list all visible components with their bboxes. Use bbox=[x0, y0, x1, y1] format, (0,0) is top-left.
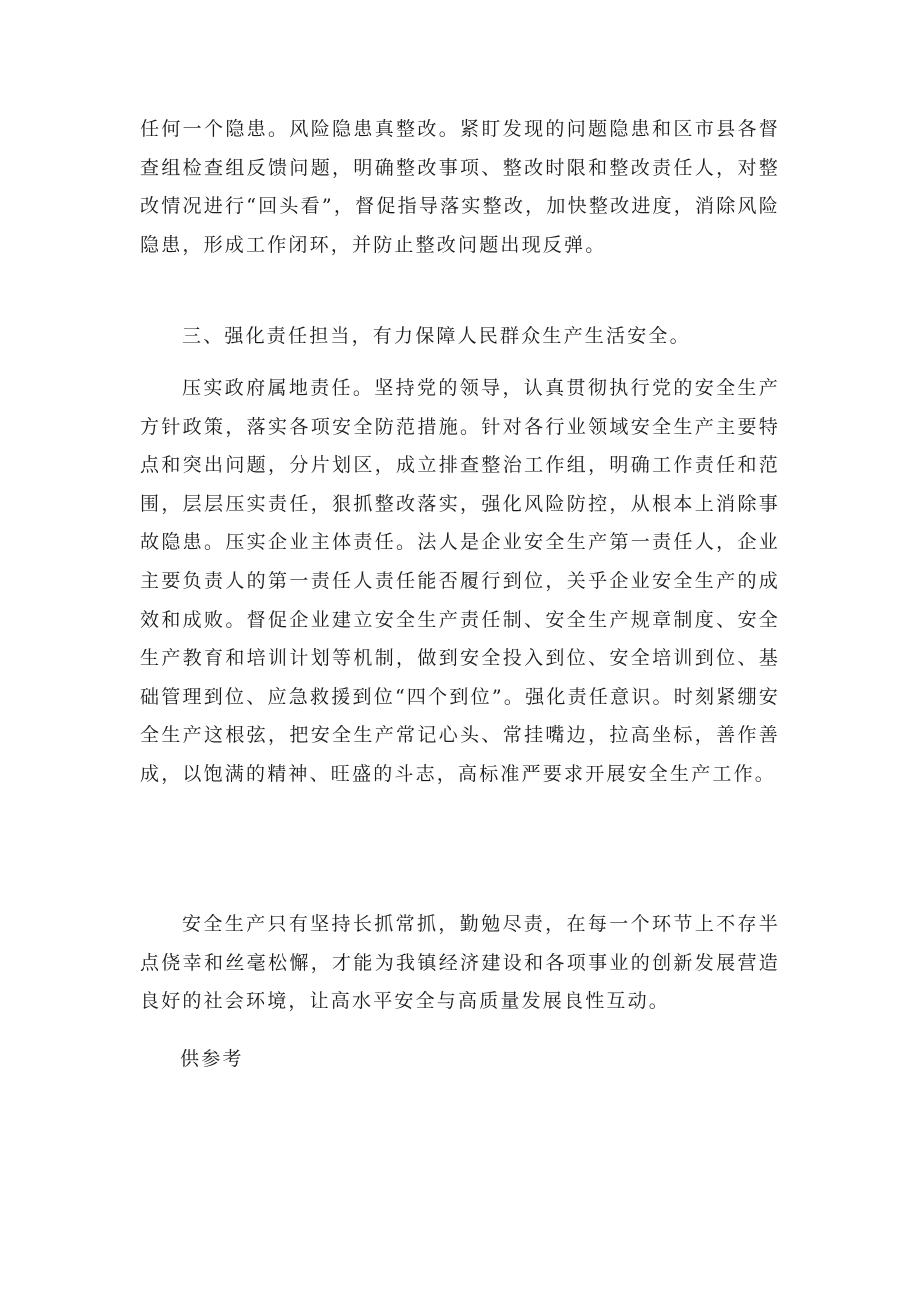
paragraph-responsibility: 压实政府属地责任。坚持党的领导，认真贯彻执行党的安全生产方针政策，落实各项安全防范措施。针对各行业领域安全生产主要特点和突出问题，分片划区，成立排查整治工作组，明确工作责任和范围，层层压实责任，狠抓整改落实，强化风险防控，从根本上消除事故隐患。压实企业主体责任。法人是企业安全生产第一责任人，企业主要负责人的第一责任人责任能否履行到位，关乎企业安全生产的成效和成败。督促企业建立安全生产责任制、安全生产规章制度、安全生产教育和培训计划等机制，做到安全投入到位、安全培训到位、基础管理到位、应急救援到位“四个到位”。强化责任意识。时刻紧绷安全生产这根弦，把安全生产常记心头、常挂嘴边，拉高坐标，善作善成，以饱满的精神、旺盛的斗志，高标准严要求开展安全生产工作。 bbox=[140, 377, 780, 785]
reference-note: 供参考 bbox=[180, 1048, 244, 1070]
paragraph-conclusion: 安全生产只有坚持长抓常抓，勤勉尽责，在每一个环节上不存半点侥幸和丝毫松懈，才能为我镇经济建设和各项事业的创新发展营造良好的社会环境，让高水平安全与高质量发展良性互动。 bbox=[140, 913, 780, 1013]
paragraph-continuation: 任何一个隐患。风险隐患真整改。紧盯发现的问题隐患和区市县各督查组检查组反馈问题，明确整改事项、整改时限和整改责任人，对整改情况进行“回头看”，督促指导落实整改，加快整改进度，消除风险隐患，形成工作闭环，并防止整改问题出现反弹。 bbox=[140, 118, 780, 256]
section-heading: 三、强化责任担当，有力保障人民群众生产生活安全。 bbox=[182, 325, 691, 347]
